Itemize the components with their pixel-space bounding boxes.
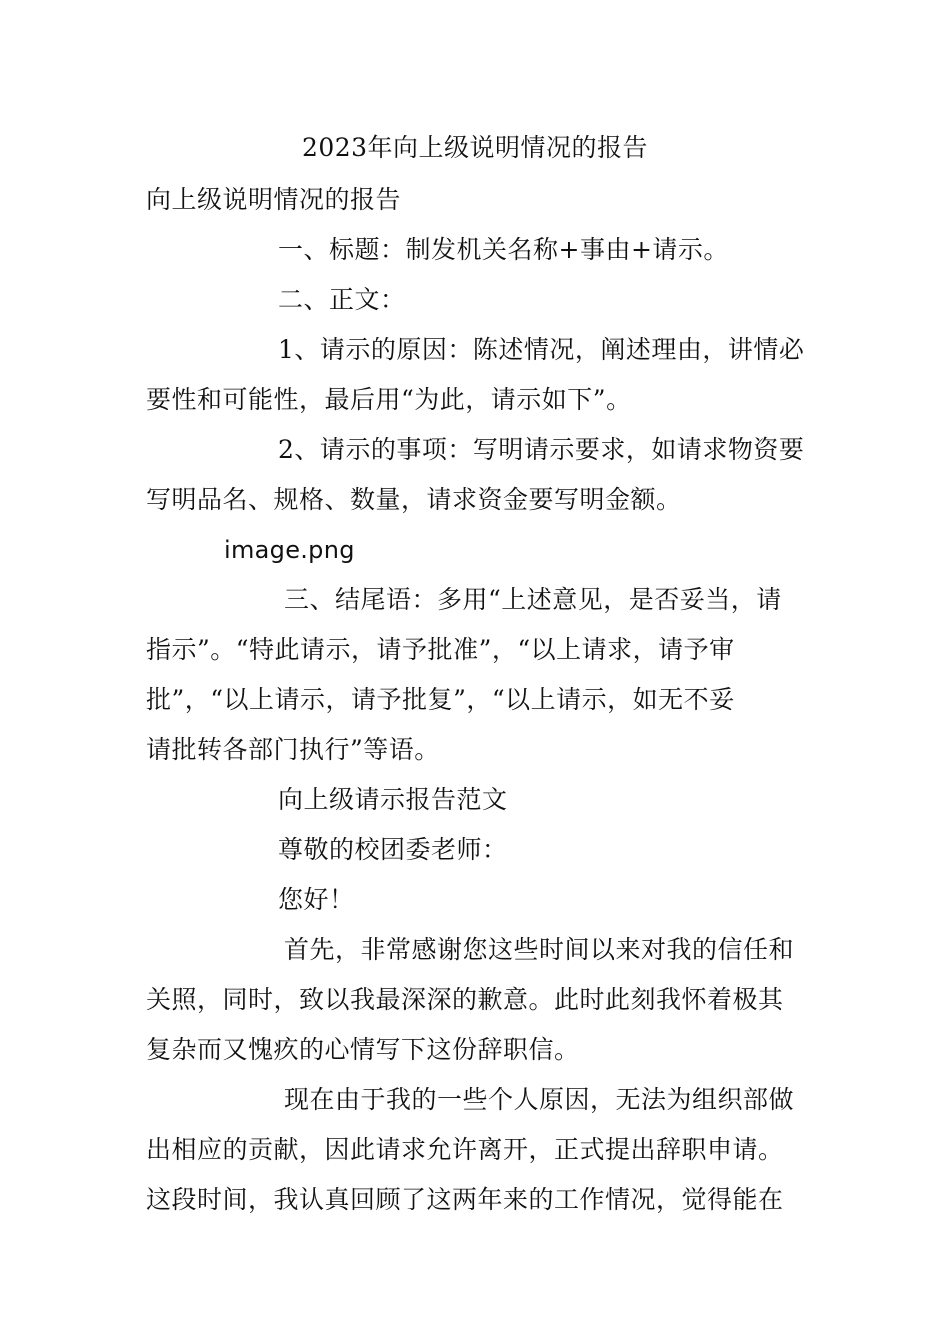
paragraph-line: 指示”。“特此请示，请予批准”，“以上请求，请予审 <box>146 635 735 664</box>
paragraph-line: 这段时间，我认真回顾了这两年来的工作情况，觉得能在 <box>146 1185 784 1214</box>
paragraph-line: 要性和可能性，最后用“为此，请示如下”。 <box>146 385 632 414</box>
sample-heading: 向上级请示报告范文 <box>278 785 508 814</box>
paragraph-line: 三、结尾语：多用“上述意见，是否妥当，请 <box>284 585 782 614</box>
paragraph-line: 请批转各部门执行”等语。 <box>146 735 440 764</box>
paragraph-line: 现在由于我的一些个人原因，无法为组织部做 <box>284 1085 795 1114</box>
paragraph-line: 写明品名、规格、数量，请求资金要写明金额。 <box>146 485 682 514</box>
image-placeholder-text: image.png <box>224 536 355 564</box>
paragraph-line: 复杂而又愧疚的心情写下这份辞职信。 <box>146 1035 580 1064</box>
paragraph-line: 2、请示的事项：写明请示要求，如请求物资要 <box>278 435 805 464</box>
paragraph-line: 关照，同时，致以我最深深的歉意。此时此刻我怀着极其 <box>146 985 784 1014</box>
paragraph-line: 1、请示的原因：陈述情况，阐述理由，讲情必 <box>278 335 805 364</box>
paragraph-line: 首先，非常感谢您这些时间以来对我的信任和 <box>284 935 795 964</box>
document-subtitle: 向上级说明情况的报告 <box>146 185 402 214</box>
section-heading-title: 一、标题：制发机关名称+事由+请示。 <box>278 235 729 264</box>
paragraph-line: 出相应的贡献，因此请求允许离开，正式提出辞职申请。 <box>146 1135 784 1164</box>
greeting: 您好！ <box>278 885 355 914</box>
section-heading-body: 二、正文： <box>278 285 406 314</box>
paragraph-line: 批”，“以上请示，请予批复”，“以上请示，如无不妥 <box>146 685 735 714</box>
document-title: 2023年向上级说明情况的报告 <box>301 133 649 162</box>
salutation: 尊敬的校团委老师： <box>278 835 508 864</box>
